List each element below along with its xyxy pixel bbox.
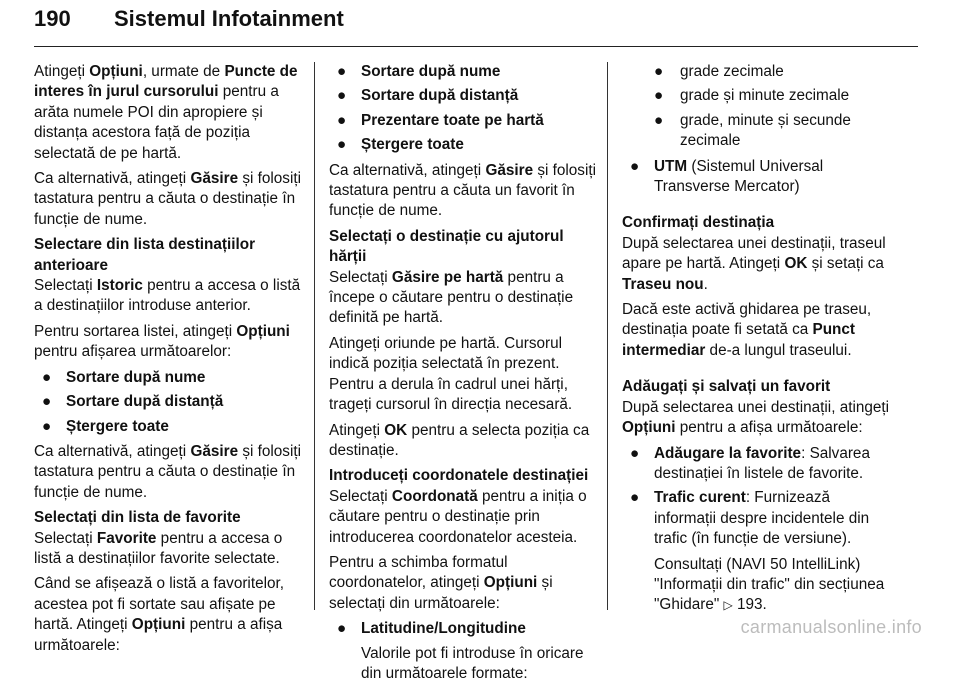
section-heading: Selectare din lista destinațiilor anterioare [34,236,256,274]
paragraph: Dacă este activă ghidarea pe traseu, destinația poate fi setată ca Punct intermediar de-a lungul traseului. [622,301,872,359]
page-header [34,4,918,47]
column-2 [329,62,605,689]
section-heading: Selectați din lista de favorite [34,509,241,527]
paragraph: Selectați Istoric pentru a accesa o listă a destinațiilor introduse anterior. [34,277,301,315]
paragraph: Atingeți oriunde pe hartă. Cursorul indică poziția selectată în prezent. Pentru a derula în cadrul unei hărți, trageți cursorul în direcția necesară. [329,334,573,414]
paragraph: Selectați Favorite pentru a accesa o listă a destinațiilor favorite selectate. [34,529,283,567]
page-reference-arrow-icon: ▷ [723,598,733,613]
bullet-sublist [622,62,890,152]
column-1 [34,62,302,661]
list-item: ● UTM (Sistemul Universal Transverse Mercator) [630,157,824,196]
paragraph: După selectarea unei destinații, traseul apare pe hartă. Atingeți OK și setați ca Traseu nou. [622,234,886,293]
paragraph: Consultați (NAVI 50 IntelliLink) "Informații din trafic" din secțiunea "Ghidare" ▷ 193. [622,555,890,616]
list-item: ● Adăugare la favorite: Salvarea destinației în listele de favorite. [630,444,870,482]
bullet-list [34,368,302,437]
column-divider [314,62,315,610]
column-3 [622,62,890,621]
list-item: ● Sortare după nume [34,368,302,388]
bullet-icon: ● [630,444,640,462]
bullet-icon: ● [630,157,640,175]
paragraph: După selectarea unei destinații, atingeți Opțiuni pentru a afișa următoarele: [622,398,890,437]
page-number: 190 [34,6,71,31]
bullet-icon: ● [337,136,347,154]
list-item-description: Valorile pot fi introduse în oricare din următoarele formate: [361,644,584,682]
bullet-icon: ● [654,87,664,105]
column-divider [607,62,608,610]
list-item: ● Sortare după distanță [34,392,302,412]
list-item: ● Sortare după distanță [329,86,605,106]
section-heading: Introduceți coordonatele destinației [329,467,589,485]
paragraph: Selectați Coordonată pentru a iniția o căutare pentru o destinație prin introducerea coordonatelor acesteia. [329,487,587,546]
list-item: ● Prezentare toate pe hartă [329,111,605,131]
paragraph: Atingeți Opțiuni, urmate de Puncte de interes în jurul cursorului pentru a arăta numele POI din apropiere și distanța acestora față de poziția selectată de pe hartă. [34,63,298,162]
paragraph: Ca alternativă, atingeți Găsire și folosiți tastatura pentru a căuta o destinație în funcție de nume. [34,170,301,228]
paragraph: Pentru sortarea listei, atingeți Opțiuni pentru afișarea următoarelor: [34,322,290,361]
bullet-list [622,444,890,550]
section-heading: Adăugați și salvați un favorit [622,378,831,396]
bullet-list [329,62,605,156]
bullet-icon: ● [42,417,52,435]
bullet-icon: ● [337,111,347,129]
paragraph: Pentru a schimba formatul coordonatelor, atingeți Opțiuni și selectați din următoarele: [329,553,553,612]
bullet-icon: ● [337,87,347,105]
paragraph: Ca alternativă, atingeți Găsire și folosiți tastatura pentru a căuta o destinație în funcție de nume. [34,442,301,501]
paragraph: Atingeți OK pentru a selecta poziția ca destinație. [329,421,590,459]
list-item: ● Sortare după nume [329,62,605,82]
bullet-icon: ● [654,63,664,80]
section-heading: Confirmați destinația [622,214,775,232]
bullet-icon: ● [42,368,52,386]
bullet-icon: ● [337,620,347,638]
list-item: ● grade, minute și secunde zecimale [654,111,851,150]
list-item: ● grade zecimale [622,62,890,82]
list-item: ● Trafic curent: Furnizează informații despre incidentele din trafic (în funcție de versiune). [630,489,870,548]
watermark: carmanualsonline.info [740,617,922,637]
page-title: Sistemul Infotainment [114,6,344,31]
paragraph: Ca alternativă, atingeți Găsire și folosiți tastatura pentru a căuta un favorit în funcție de nume. [329,161,596,220]
list-item: ● Ștergere toate [34,417,302,437]
paragraph: Selectați Găsire pe hartă pentru a începe o căutare pentru o destinație definită pe hartă. [329,268,574,327]
bullet-icon: ● [42,393,52,411]
list-item: ● grade și minute zecimale [622,86,890,106]
list-item: ● Ștergere toate [329,135,605,155]
bullet-icon: ● [337,63,347,80]
section-heading: Selectați o destinație cu ajutorul hărții [329,227,564,266]
page-reference: 193 [737,596,763,614]
bullet-icon: ● [654,111,664,129]
bullet-icon: ● [630,489,640,507]
list-item: ● Latitudine/Longitudine [329,619,605,639]
paragraph: Când se afișează o listă a favoritelor, acestea pot fi sortate sau afișate pe hartă. Atingeți Opțiuni pentru a afișa următoarele: [34,575,284,654]
